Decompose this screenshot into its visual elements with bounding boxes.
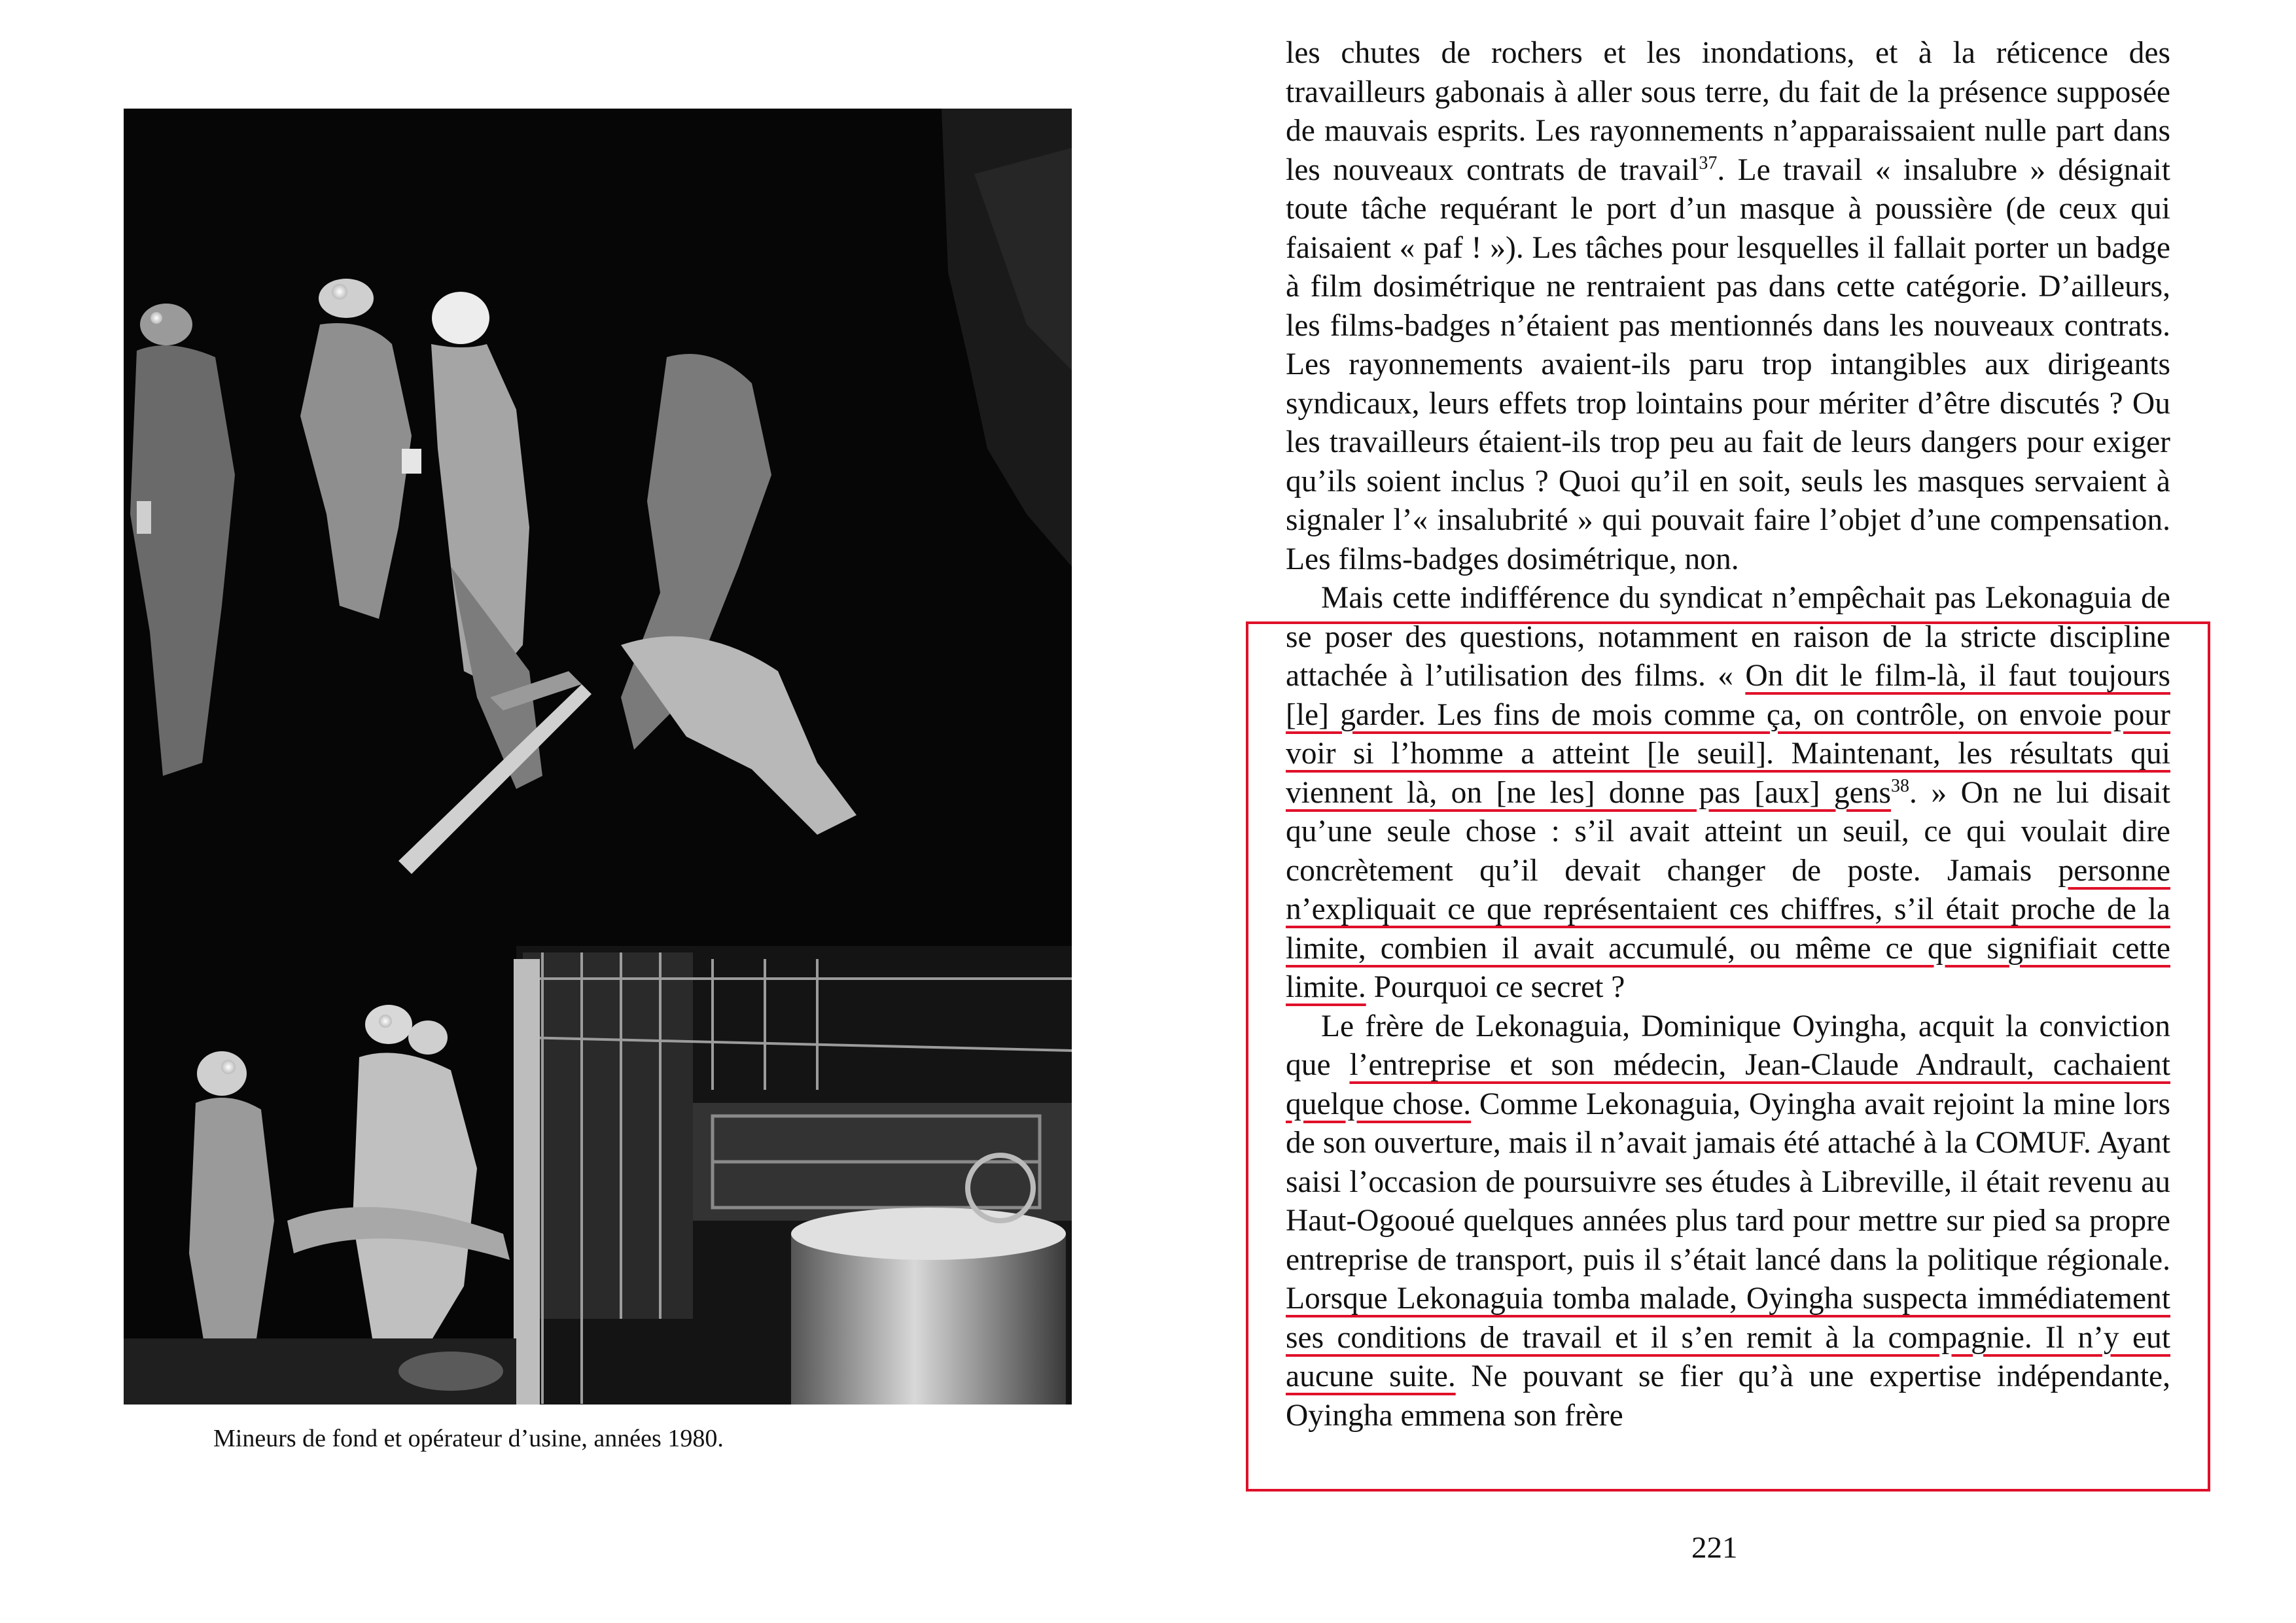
paragraph-3-text-a: Le frère de Lekonaguia, Dominique Oyingha, acquit la conviction que <box>1286 1009 2170 1082</box>
mine-photo-drawing <box>124 109 1072 1405</box>
paragraph-1-text-b: . Le travail « insalubre » désignait toute tâche requérant le port d’un masque à poussière (de ceux qui faisaient « paf ! »). Les tâches pour lesquelles il fallait porter un badge à film dosimétrique ne rentraient pas dans cette catégorie. D’ailleurs, les films-badges n’étaient pas mentionnés dans les nouveaux contrats. Les rayonnements avaient-ils paru trop intangibles aux dirigeants syndicaux, leurs effets trop lointains pour mériter d’être discutés ? Ou les travailleurs étaient-ils trop peu au fait de leurs dangers pour exiger qu’ils soient inclus ? Quoi qu’il en soit, seuls les masques servaient à signaler l’« insalubrité » qui pouvait faire l’objet d’une compensation. Les films-badges dosimétrique, non. <box>1286 152 2171 576</box>
page-number: 221 <box>1691 1531 1738 1565</box>
underlined-company-passage: l’entreprise et son médecin, Jean-Claude Andrault, cachaient quelque chose. <box>1286 1048 2170 1121</box>
paragraph-2-text-b: . » On ne lui disait qu’une seule chose : s’il avait atteint un seuil, ce qui voulait dire concrètement qu’il devait changer de poste. Jamais <box>1286 775 2170 888</box>
paragraph-3-text-b: Comme Lekonaguia, Oyingha avait rejoint la mine lors de son ouverture, mais il n’avait jamais été attaché à la COMUF. Ayant saisi l’occasion de poursuivre ses études à Libreville, il était revenu au Haut-Ogooué quelques années plus tard pour mettre sur pied sa propre entreprise de transport, puis il s’était lancé dans la politique régionale. <box>1286 1087 2170 1277</box>
paragraph-2-text-a: Mais cette indifférence du syndicat n’empêchait pas Lekonaguia de se poser des questions, notamment en raison de la stricte discipline attachée à l’utilisation des films. « <box>1286 581 2170 693</box>
mine-photo <box>124 109 1072 1405</box>
paragraph-1 <box>1286 34 2170 579</box>
footnote-ref-37: 37 <box>1699 152 1718 173</box>
red-highlight-box <box>1246 621 2210 1492</box>
paragraph-3-text-c: Ne pouvant se fier qu’à une expertise indépendante, Oyingha emmena son frère <box>1286 1359 2170 1433</box>
photo-caption: Mineurs de fond et opérateur d’usine, années 1980. <box>213 1425 724 1452</box>
underlined-quote: On dit le film-là, il faut toujours [le] garder. Les fins de mois comme ça, on contrôle, on envoie pour voir si l’homme a atteint [le seuil]. Maintenant, les résultats qui viennent là, on [ne les] donne pas [aux] gens <box>1286 659 2170 810</box>
underlined-illness-passage: Lorsque Lekonaguia tomba malade, Oyingha suspecta immédiatement ses conditions de travail et il s’en remit à la compagnie. Il n’y eut aucune suite. <box>1286 1282 2170 1393</box>
paragraph-2-text-c: Pourquoi ce secret ? <box>1366 970 1625 1004</box>
underlined-secret-passage: personne n’expliquait ce que représentaient ces chiffres, s’il était proche de la limite, combien il avait accumulé, ou même ce que signifiait cette limite. <box>1286 853 2170 1004</box>
paragraph-1-text-a: les chutes de rochers et les inondations, et à la réticence des travailleurs gabonais à aller sous terre, du fait de la présence supposée de mauvais esprits. Les rayonnements n’apparaissaient nulle part dans les nouveaux contrats de travail <box>1286 36 2170 187</box>
footnote-ref-38: 38 <box>1891 775 1910 796</box>
